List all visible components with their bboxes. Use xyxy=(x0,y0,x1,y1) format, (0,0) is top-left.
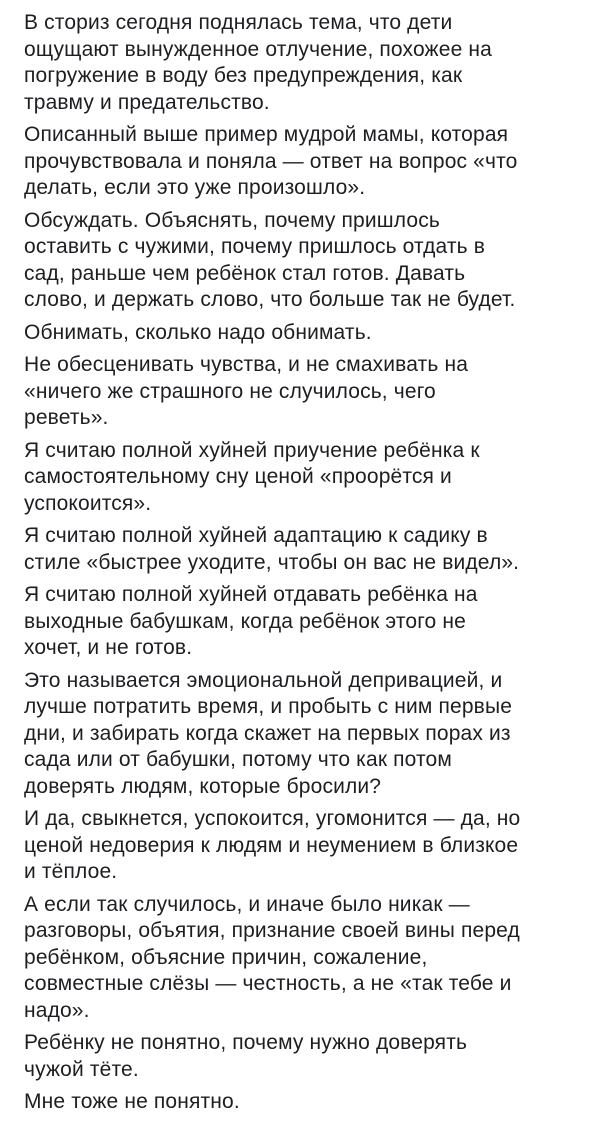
paragraph: Это называется эмоциональной депривацией, и лучше потратить время, и пробыть с ним первые дни, и забирать когда скажет на первых порах из сада или от бабушки, потому что как потом доверять людям, которые бросили? xyxy=(24,668,513,798)
paragraph: В сториз сегодня поднялась тема, что дети ощущают вынужденное отлучение, похожее на погружение в воду без предупреждения, как травму и предательство. xyxy=(24,11,492,114)
post-body xyxy=(24,10,584,1122)
paragraph: Обнимать, сколько надо обнимать. xyxy=(24,320,372,344)
paragraph: Я считаю полной хуйней отдавать ребёнка на выходные бабушкам, когда ребёнок этого не хочет, и не готов. xyxy=(24,583,478,659)
paragraph: А если так случилось, и иначе было никак — разговоры, объятия, признание своей вины перед ребёнком, объясние причин, сожаление, совместные слёзы — честность, а не «так тебе и надо». xyxy=(24,892,520,1022)
paragraph: Не обесценивать чувства, и не смахивать на «ничего же страшного не случилось, чего реветь». xyxy=(24,353,469,429)
paragraph: И да, свыкнется, успокоится, угомонится — да, но ценой недоверия к людям и неумением в близкое и тёплое. xyxy=(24,807,521,883)
paragraph: Ребёнку не понятно, почему нужно доверять чужой тёте. xyxy=(24,1031,468,1081)
paragraph: Описанный выше пример мудрой мамы, которая прочувствовала и поняла — ответ на вопрос «что делать, если это уже произошло». xyxy=(24,123,518,199)
paragraph: Обсуждать. Объяснять, почему пришлось оставить с чужими, почему пришлось отдать в сад, раньше чем ребёнок стал готов. Давать слово, и держать слово, что больше так не будет. xyxy=(24,208,516,311)
paragraph: Я считаю полной хуйней адаптацию к садику в стиле «быстрее уходите, чтобы он вас не видел». xyxy=(24,524,520,574)
paragraph-cut-off: Мне тоже не понятно. xyxy=(24,1090,240,1113)
paragraph: Я считаю полной хуйней приучение ребёнка к самостоятельному сну ценой «проорётся и успокоится». xyxy=(24,438,480,515)
